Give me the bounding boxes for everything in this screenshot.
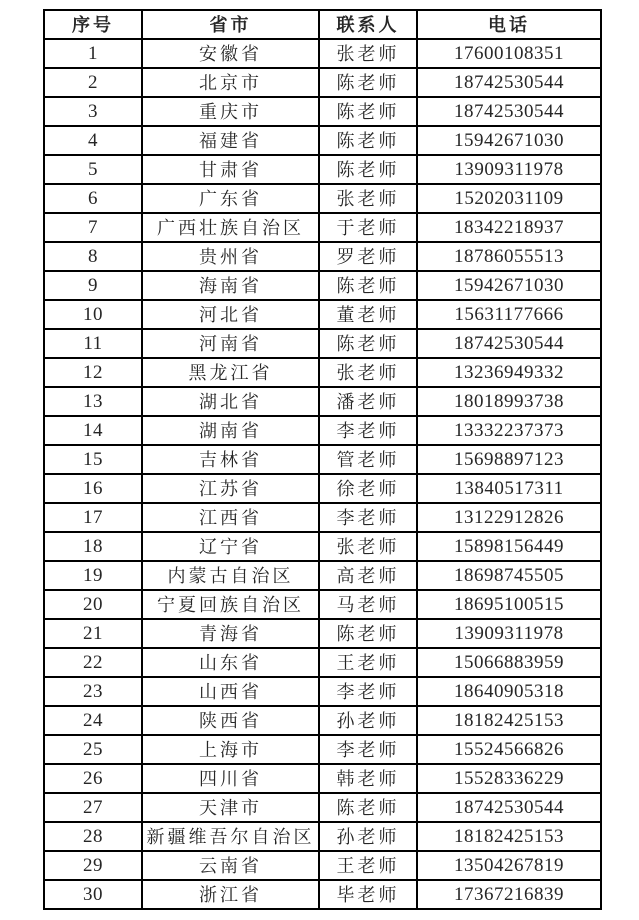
- table-row: [44, 300, 601, 329]
- cell-province: 山东省: [142, 648, 319, 677]
- cell-contact: 李老师: [319, 503, 417, 532]
- table-row: [44, 619, 601, 648]
- cell-index: 19: [44, 561, 142, 590]
- cell-index: 21: [44, 619, 142, 648]
- cell-province: 辽宁省: [142, 532, 319, 561]
- cell-province: 浙江省: [142, 880, 319, 909]
- table-row: [44, 155, 601, 184]
- cell-index: 6: [44, 184, 142, 213]
- cell-index: 14: [44, 416, 142, 445]
- cell-province: 上海市: [142, 735, 319, 764]
- table-row: [44, 416, 601, 445]
- cell-index: 9: [44, 271, 142, 300]
- cell-province: 海南省: [142, 271, 319, 300]
- cell-phone: 15898156449: [417, 532, 601, 561]
- cell-contact: 陈老师: [319, 126, 417, 155]
- cell-province: 安徽省: [142, 39, 319, 68]
- cell-province: 吉林省: [142, 445, 319, 474]
- table-row: [44, 764, 601, 793]
- cell-phone: 18742530544: [417, 793, 601, 822]
- cell-province: 新疆维吾尔自治区: [142, 822, 319, 851]
- table-row: [44, 851, 601, 880]
- table-row: [44, 271, 601, 300]
- cell-province: 黑龙江省: [142, 358, 319, 387]
- cell-contact: 张老师: [319, 39, 417, 68]
- cell-phone: 18698745505: [417, 561, 601, 590]
- table-row: [44, 387, 601, 416]
- table-row: [44, 822, 601, 851]
- table-body: [44, 39, 601, 909]
- cell-province: 贵州省: [142, 242, 319, 271]
- cell-phone: 18182425153: [417, 822, 601, 851]
- cell-province: 北京市: [142, 68, 319, 97]
- cell-contact: 韩老师: [319, 764, 417, 793]
- cell-province: 云南省: [142, 851, 319, 880]
- cell-contact: 张老师: [319, 184, 417, 213]
- cell-province: 福建省: [142, 126, 319, 155]
- cell-phone: 18342218937: [417, 213, 601, 242]
- cell-phone: 18786055513: [417, 242, 601, 271]
- table-row: [44, 97, 601, 126]
- table-row: [44, 213, 601, 242]
- cell-index: 18: [44, 532, 142, 561]
- cell-index: 3: [44, 97, 142, 126]
- cell-contact: 孙老师: [319, 706, 417, 735]
- cell-province: 湖南省: [142, 416, 319, 445]
- table-row: [44, 793, 601, 822]
- cell-index: 8: [44, 242, 142, 271]
- table-row: [44, 474, 601, 503]
- cell-contact: 徐老师: [319, 474, 417, 503]
- cell-phone: 18742530544: [417, 68, 601, 97]
- cell-province: 河北省: [142, 300, 319, 329]
- cell-index: 5: [44, 155, 142, 184]
- cell-phone: 15202031109: [417, 184, 601, 213]
- cell-index: 15: [44, 445, 142, 474]
- cell-phone: 13909311978: [417, 619, 601, 648]
- cell-index: 30: [44, 880, 142, 909]
- cell-phone: 13909311978: [417, 155, 601, 184]
- cell-index: 23: [44, 677, 142, 706]
- cell-index: 16: [44, 474, 142, 503]
- table-row: [44, 706, 601, 735]
- cell-index: 27: [44, 793, 142, 822]
- cell-contact: 毕老师: [319, 880, 417, 909]
- cell-phone: 15631177666: [417, 300, 601, 329]
- cell-contact: 陈老师: [319, 619, 417, 648]
- cell-index: 13: [44, 387, 142, 416]
- cell-contact: 陈老师: [319, 155, 417, 184]
- table-row: [44, 590, 601, 619]
- table-row: [44, 184, 601, 213]
- cell-index: 17: [44, 503, 142, 532]
- cell-phone: 18742530544: [417, 329, 601, 358]
- cell-index: 25: [44, 735, 142, 764]
- table-row: [44, 242, 601, 271]
- cell-contact: 陈老师: [319, 68, 417, 97]
- cell-phone: 17367216839: [417, 880, 601, 909]
- cell-phone: 18640905318: [417, 677, 601, 706]
- cell-province: 天津市: [142, 793, 319, 822]
- table-row: [44, 68, 601, 97]
- cell-contact: 陈老师: [319, 329, 417, 358]
- cell-phone: 13122912826: [417, 503, 601, 532]
- cell-phone: 15698897123: [417, 445, 601, 474]
- cell-contact: 马老师: [319, 590, 417, 619]
- cell-index: 12: [44, 358, 142, 387]
- cell-index: 11: [44, 329, 142, 358]
- cell-phone: 15528336229: [417, 764, 601, 793]
- cell-index: 24: [44, 706, 142, 735]
- cell-contact: 张老师: [319, 358, 417, 387]
- table-row: [44, 532, 601, 561]
- cell-contact: 陈老师: [319, 97, 417, 126]
- cell-province: 山西省: [142, 677, 319, 706]
- cell-phone: 18695100515: [417, 590, 601, 619]
- cell-contact: 高老师: [319, 561, 417, 590]
- cell-index: 26: [44, 764, 142, 793]
- cell-phone: 17600108351: [417, 39, 601, 68]
- cell-index: 22: [44, 648, 142, 677]
- table-row: [44, 561, 601, 590]
- cell-index: 2: [44, 68, 142, 97]
- cell-index: 4: [44, 126, 142, 155]
- cell-index: 20: [44, 590, 142, 619]
- cell-province: 宁夏回族自治区: [142, 590, 319, 619]
- cell-province: 四川省: [142, 764, 319, 793]
- cell-contact: 李老师: [319, 735, 417, 764]
- header-row: [44, 10, 601, 39]
- cell-contact: 孙老师: [319, 822, 417, 851]
- cell-phone: 15942671030: [417, 126, 601, 155]
- table-row: [44, 648, 601, 677]
- cell-contact: 管老师: [319, 445, 417, 474]
- header-cell-index: 序号: [44, 10, 142, 39]
- table-row: [44, 358, 601, 387]
- table-row: [44, 39, 601, 68]
- table-row: [44, 880, 601, 909]
- cell-index: 29: [44, 851, 142, 880]
- cell-province: 陕西省: [142, 706, 319, 735]
- table-row: [44, 329, 601, 358]
- cell-province: 甘肃省: [142, 155, 319, 184]
- cell-index: 28: [44, 822, 142, 851]
- cell-contact: 王老师: [319, 851, 417, 880]
- cell-province: 广西壮族自治区: [142, 213, 319, 242]
- cell-contact: 张老师: [319, 532, 417, 561]
- cell-phone: 18182425153: [417, 706, 601, 735]
- cell-contact: 董老师: [319, 300, 417, 329]
- cell-phone: 15942671030: [417, 271, 601, 300]
- cell-province: 湖北省: [142, 387, 319, 416]
- cell-contact: 罗老师: [319, 242, 417, 271]
- cell-phone: 13504267819: [417, 851, 601, 880]
- cell-index: 10: [44, 300, 142, 329]
- cell-province: 江西省: [142, 503, 319, 532]
- table-row: [44, 445, 601, 474]
- cell-contact: 李老师: [319, 677, 417, 706]
- table-row: [44, 677, 601, 706]
- cell-contact: 于老师: [319, 213, 417, 242]
- table-row: [44, 735, 601, 764]
- cell-province: 河南省: [142, 329, 319, 358]
- cell-province: 重庆市: [142, 97, 319, 126]
- cell-phone: 18742530544: [417, 97, 601, 126]
- cell-phone: 15524566826: [417, 735, 601, 764]
- cell-index: 7: [44, 213, 142, 242]
- header-cell-contact: 联系人: [319, 10, 417, 39]
- cell-province: 青海省: [142, 619, 319, 648]
- cell-contact: 王老师: [319, 648, 417, 677]
- cell-phone: 13236949332: [417, 358, 601, 387]
- header-cell-phone: 电话: [417, 10, 601, 39]
- cell-contact: 陈老师: [319, 271, 417, 300]
- cell-contact: 李老师: [319, 416, 417, 445]
- table-row: [44, 503, 601, 532]
- cell-contact: 陈老师: [319, 793, 417, 822]
- cell-phone: 18018993738: [417, 387, 601, 416]
- cell-index: 1: [44, 39, 142, 68]
- cell-contact: 潘老师: [319, 387, 417, 416]
- contact-table: [43, 9, 602, 910]
- cell-phone: 13840517311: [417, 474, 601, 503]
- table-row: [44, 126, 601, 155]
- cell-phone: 13332237373: [417, 416, 601, 445]
- cell-province: 江苏省: [142, 474, 319, 503]
- cell-phone: 15066883959: [417, 648, 601, 677]
- cell-province: 广东省: [142, 184, 319, 213]
- header-cell-province: 省市: [142, 10, 319, 39]
- cell-province: 内蒙古自治区: [142, 561, 319, 590]
